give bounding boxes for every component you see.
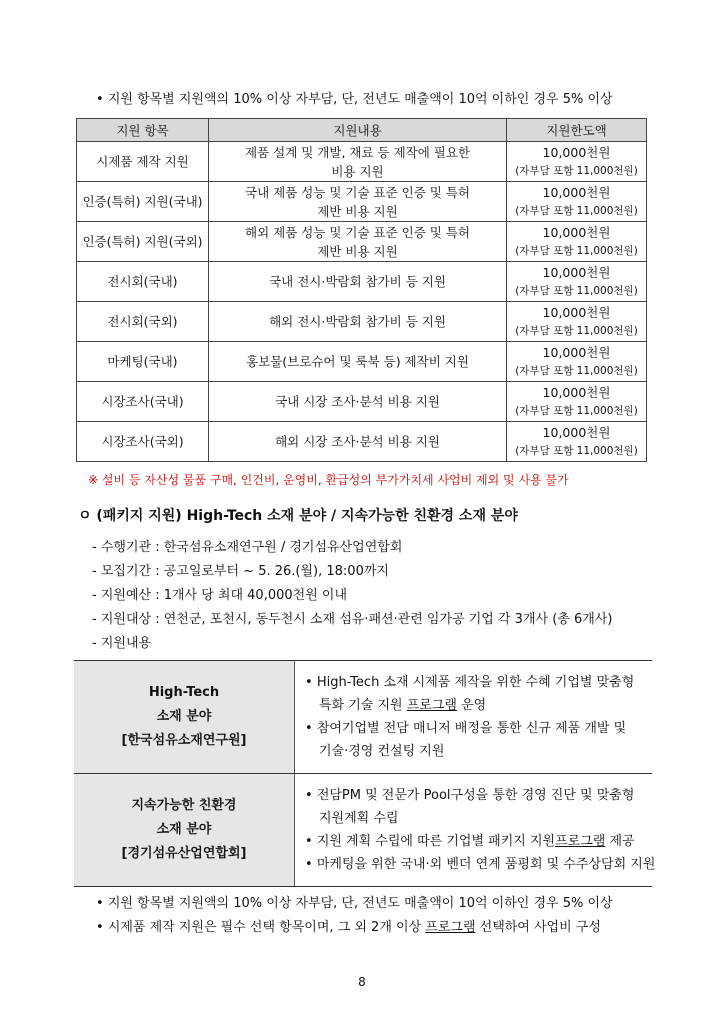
table-row xyxy=(77,302,647,342)
content-line: 비용 지원 xyxy=(331,163,384,179)
item-cell: 전시회(국외) xyxy=(77,302,209,342)
label-line: High-Tech xyxy=(148,685,220,700)
header-item: 지원 항목 xyxy=(77,119,209,142)
table-row xyxy=(74,774,652,887)
underlined-text: 프로그램 xyxy=(425,920,476,935)
table-row xyxy=(77,342,647,382)
detail-organization: - 수행기관 : 한국섬유소재연구원 / 경기섬유산업연합회 xyxy=(92,540,403,555)
content-bullet: • 마케팅을 위한 국내·외 벤더 연계 품평회 및 수주상담회 지원 xyxy=(305,853,642,876)
text: 운영 xyxy=(456,698,487,713)
table-row xyxy=(77,182,647,222)
table-row xyxy=(77,222,647,262)
amount-sub: (자부담 포함 11,000천원) xyxy=(515,324,638,337)
label-line: 소재 분야 xyxy=(156,822,212,837)
amount-sub: (자부담 포함 11,000천원) xyxy=(515,284,638,297)
top-note: • 지원 항목별 지원액의 10% 이상 자부담, 단, 전년도 매출액이 10억 이하인 경우 5% 이상 xyxy=(96,88,613,107)
amount-cell xyxy=(507,262,647,302)
amount-sub: (자부담 포함 11,000천원) xyxy=(515,164,638,177)
amount-value: 10,000천원 xyxy=(542,184,611,200)
content-continuation: 지원계획 수립 xyxy=(319,811,399,826)
amount-value: 10,000천원 xyxy=(542,384,611,400)
detail-content-label: - 지원내용 xyxy=(92,636,152,651)
detail-budget: - 지원예산 : 1개사 당 최대 40,000천원 이내 xyxy=(92,588,348,603)
label-line: [경기섬유산업연합회] xyxy=(121,846,247,861)
content-cell xyxy=(209,222,507,262)
header-limit: 지원한도액 xyxy=(507,119,647,142)
amount-sub: (자부담 포함 11,000천원) xyxy=(515,204,638,217)
content-line: 제반 비용 지원 xyxy=(317,203,398,219)
content-cell: 해외 전시·박람회 참가비 등 지원 xyxy=(209,302,507,342)
text: 특화 기술 지원 xyxy=(319,698,407,713)
amount-value: 10,000천원 xyxy=(542,304,611,320)
content-cell: 홍보물(브로슈어 및 룩북 등) 제작비 지원 xyxy=(209,342,507,382)
content-cell: 국내 전시·박람회 참가비 등 지원 xyxy=(209,262,507,302)
amount-cell xyxy=(507,142,647,182)
table-row xyxy=(77,422,647,462)
content-cell xyxy=(209,142,507,182)
amount-value: 10,000천원 xyxy=(542,144,611,160)
exclusion-note: ※ 설비 등 자산성 물품 구매, 인건비, 운영비, 환급성의 부가가치세 사업비 제외 및 사용 불가 xyxy=(88,473,569,487)
item-cell: 인증(특허) 지원(국외) xyxy=(77,222,209,262)
eco-content-cell xyxy=(295,774,656,887)
eco-label-cell xyxy=(74,774,295,887)
table-header-row xyxy=(77,119,647,142)
hightech-label-cell xyxy=(74,661,295,774)
detail-period: - 모집기간 : 공고일로부터 ~ 5. 26.(월), 18:00까지 xyxy=(92,564,389,579)
label-line: 소재 분야 xyxy=(156,709,212,724)
section-title: ㅇ (패키지 지원) High-Tech 소재 분야 / 지속가능한 친환경 소재 분야 xyxy=(78,508,518,524)
support-items-table xyxy=(76,118,647,462)
content-bullet xyxy=(305,830,642,853)
text: 제공 xyxy=(605,834,635,849)
amount-value: 10,000천원 xyxy=(542,264,611,280)
item-cell: 인증(특허) 지원(국내) xyxy=(77,182,209,222)
item-cell: 시장조사(국외) xyxy=(77,422,209,462)
bottom-note-1: • 지원 항목별 지원액의 10% 이상 자부담, 단, 전년도 매출액이 10억 이하인 경우 5% 이상 xyxy=(96,892,613,911)
text: 시제품 제작 지원은 필수 선택 항목이며, 그 외 2개 이상 xyxy=(107,920,426,935)
amount-value: 10,000천원 xyxy=(542,224,611,240)
amount-cell xyxy=(507,422,647,462)
item-cell: 시장조사(국내) xyxy=(77,382,209,422)
hightech-content-cell xyxy=(295,661,653,774)
content-line: 해외 제품 성능 및 기술 표준 인증 및 특허 xyxy=(245,224,470,240)
item-cell: 전시회(국내) xyxy=(77,262,209,302)
content-line: 제품 설계 및 개발, 재료 등 제작에 필요한 xyxy=(245,144,470,160)
label-line: 지속가능한 친환경 xyxy=(131,798,237,813)
amount-cell xyxy=(507,382,647,422)
table-row xyxy=(77,262,647,302)
support-content-table xyxy=(74,660,656,887)
page-number: 8 xyxy=(358,975,366,989)
content-cell: 국내 시장 조사·분석 비용 지원 xyxy=(209,382,507,422)
item-cell: 시제품 제작 지원 xyxy=(77,142,209,182)
text: 선택하여 사업비 구성 xyxy=(475,920,601,935)
amount-sub: (자부담 포함 11,000천원) xyxy=(515,364,638,377)
content-bullet: • 전담PM 및 전문가 Pool구성을 통한 경영 진단 및 맞춤형 xyxy=(305,784,642,807)
table-row xyxy=(74,661,652,774)
content-line: 국내 제품 성능 및 기술 표준 인증 및 특허 xyxy=(245,184,470,200)
content-continuation: 기술·경영 컨설팅 지원 xyxy=(319,744,445,759)
detail-target: - 지원대상 : 연천군, 포천시, 동두천시 소재 섬유·패션·관련 임가공 기업 각 3개사 (총 6개사) xyxy=(92,612,613,627)
content-bullet: • High-Tech 소재 시제품 제작을 위한 수혜 기업별 맞춤형 xyxy=(305,671,642,694)
amount-cell xyxy=(507,222,647,262)
content-cell: 해외 시장 조사·분석 비용 지원 xyxy=(209,422,507,462)
table-row xyxy=(77,142,647,182)
content-line: 제반 비용 지원 xyxy=(317,243,398,259)
content-continuation xyxy=(305,694,642,717)
amount-sub: (자부담 포함 11,000천원) xyxy=(515,404,638,417)
label-line: [한국섬유소재연구원] xyxy=(121,733,247,748)
amount-value: 10,000천원 xyxy=(542,344,611,360)
item-cell: 마케팅(국내) xyxy=(77,342,209,382)
underlined-text: 프로그램 xyxy=(555,834,606,849)
amount-value: 10,000천원 xyxy=(542,424,611,440)
amount-sub: (자부담 포함 11,000천원) xyxy=(515,244,638,257)
table-row xyxy=(77,382,647,422)
amount-cell xyxy=(507,302,647,342)
underlined-text: 프로그램 xyxy=(406,698,457,713)
amount-cell xyxy=(507,182,647,222)
content-bullet: • 참여기업별 전담 매니저 배정을 통한 신규 제품 개발 및 xyxy=(305,717,642,740)
amount-cell xyxy=(507,342,647,382)
text: 지원 계획 수립에 따른 기업별 패키지 지원 xyxy=(316,834,556,849)
content-cell xyxy=(209,182,507,222)
header-content: 지원내용 xyxy=(209,119,507,142)
bottom-note-2 xyxy=(96,916,601,935)
amount-sub: (자부담 포함 11,000천원) xyxy=(515,444,638,457)
